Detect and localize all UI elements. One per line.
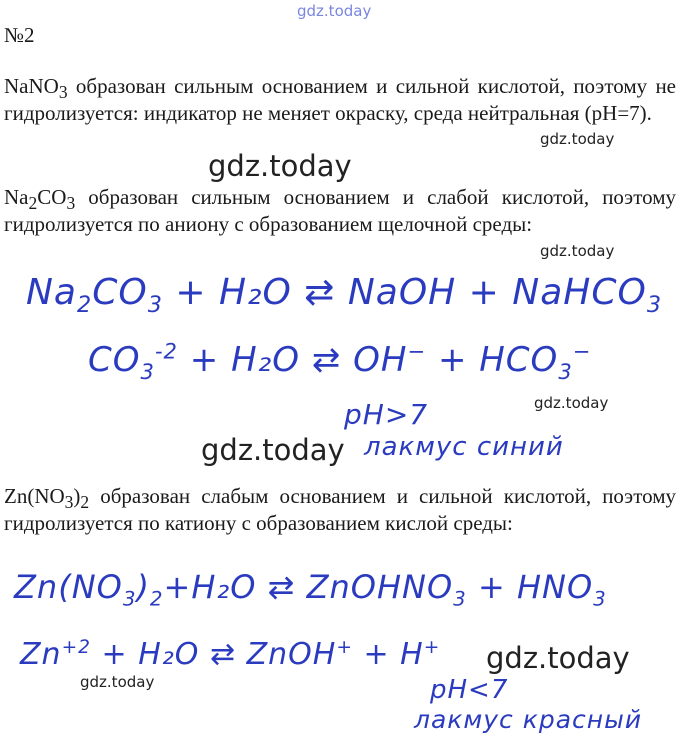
paragraph-zn-no3-2	[4, 483, 676, 537]
handwritten-litmus-red: лакмус красный	[414, 705, 643, 734]
watermark: gdz.today	[208, 149, 352, 183]
handwritten-ph-alkaline: pH>7	[344, 398, 429, 431]
watermark: gdz.today	[534, 394, 609, 412]
handwritten-equation-zinc-molecular: $Zn(NO_3)_2+H_2O$ ⇄ ZnOHNO$_3$ + $HNO_3$	[14, 568, 607, 611]
formula-nano3: NaNO$_3$	[4, 74, 68, 103]
text-nano3: образован сильным основанием и сильной кислотой, поэтому не гидролизуется: индикатор не меняет окраску, среда нейтральная (pH=7).	[4, 74, 676, 125]
handwritten-equation-molecular: $Na_2CO_3 + H_2O$ ⇄ NaOH + NaHCO$_3$	[26, 272, 663, 319]
watermark: gdz.today	[486, 641, 630, 675]
text-zn-no3-2: образован слабым основанием и сильной кислотой, поэтому гидролизуется по катиону с образованием кислой среды:	[4, 484, 676, 535]
handwritten-litmus-blue: лакмус синий	[364, 432, 564, 462]
task-number: №2	[4, 23, 35, 47]
watermark-top: gdz.today	[297, 2, 372, 20]
formula-zn-no3-2: $Zn(NO_3)_2$	[4, 484, 90, 513]
paragraph-nano3	[4, 73, 676, 127]
watermark: gdz.today	[80, 673, 155, 691]
watermark: gdz.today	[540, 130, 615, 148]
handwritten-ph-acidic: pH<7	[430, 675, 509, 705]
paragraph-na2co3	[4, 184, 676, 238]
handwritten-equation-zinc-ionic: $Zn^{+2} + H_2O$ ⇄ ZnOH+ + H+	[20, 637, 441, 672]
formula-na2co3: $Na_2CO_3$	[4, 185, 76, 214]
handwritten-equation-ionic: $CO_3^{-2} + H_2O$ ⇄ $OH^- + HCO_3^-$	[88, 338, 592, 384]
watermark: gdz.today	[201, 433, 345, 467]
watermark: gdz.today	[540, 242, 615, 260]
text-na2co3: образован сильным основанием и слабой кислотой, поэтому гидролизуется по аниону с образованием щелочной среды:	[4, 185, 676, 236]
